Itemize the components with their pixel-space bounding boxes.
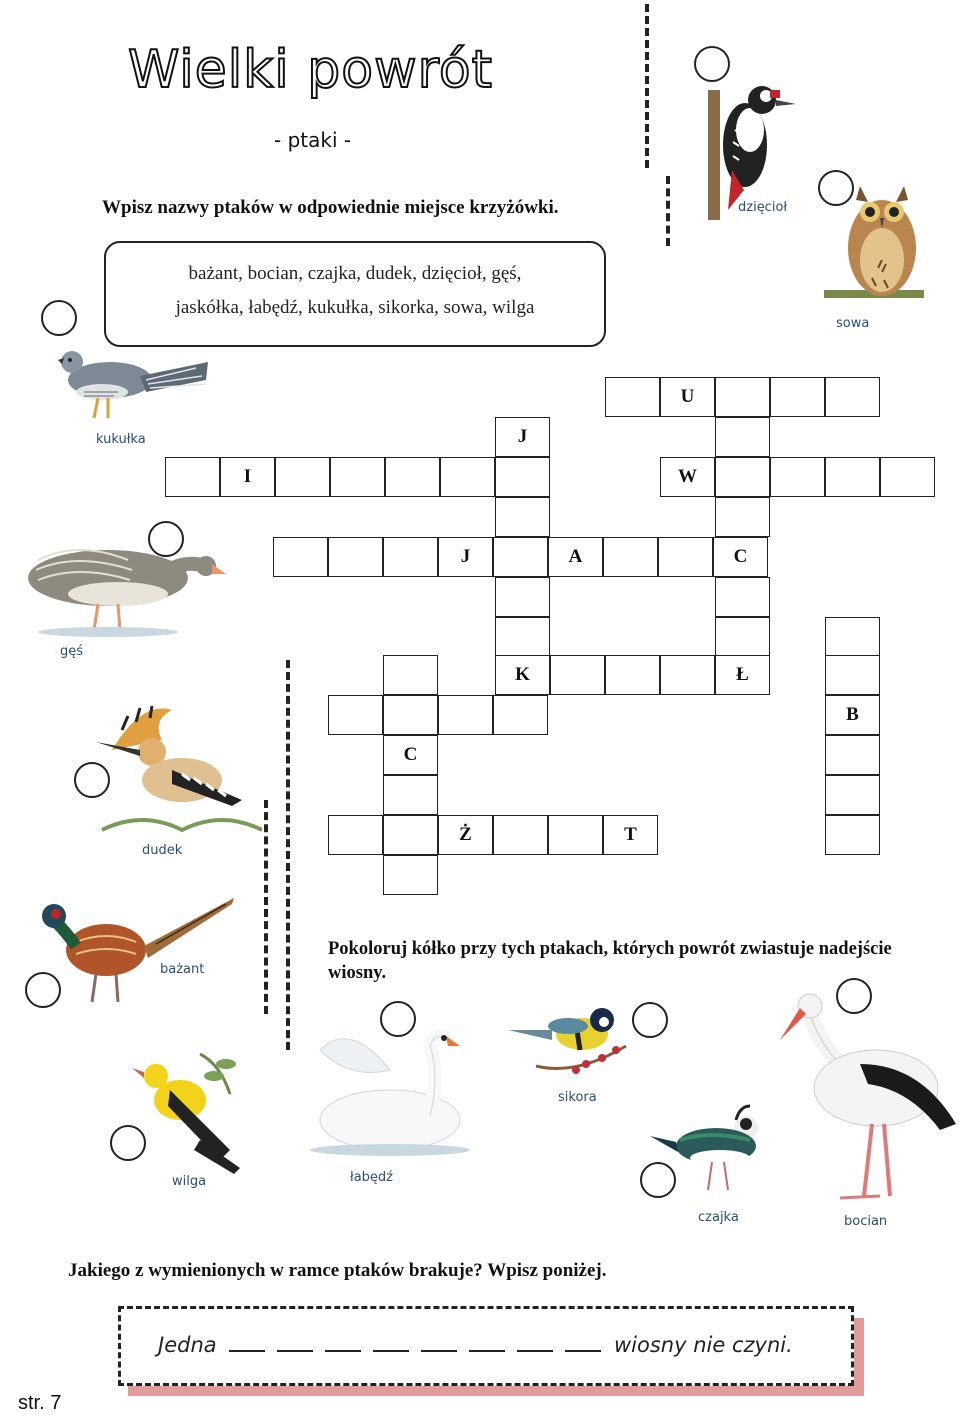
- crossword-cell[interactable]: [328, 695, 383, 735]
- crossword-cell[interactable]: [438, 695, 493, 735]
- crossword-cell[interactable]: [715, 577, 770, 617]
- crossword-cell[interactable]: [825, 457, 880, 497]
- coloring-instruction: Pokoloruj kółko przy tych ptakach, których powrót zwiastuje nadejście wiosny.: [328, 939, 892, 983]
- crossword-cell[interactable]: [330, 457, 385, 497]
- word-bank-line-2: jaskółka, łabędź, kukułka, sikorka, sowa, wilga: [175, 297, 535, 318]
- crossword-cell[interactable]: [385, 457, 440, 497]
- goose-image: [8, 530, 228, 640]
- bird-label-kukulka: kukułka: [96, 432, 146, 447]
- answer-blank[interactable]: [373, 1330, 409, 1352]
- crossword-cell[interactable]: [550, 655, 605, 695]
- crossword-cell[interactable]: J: [495, 417, 550, 457]
- woodpecker-image: [700, 70, 810, 220]
- color-circle-sikora[interactable]: [632, 1002, 668, 1038]
- crossword-cell[interactable]: C: [383, 735, 438, 775]
- answer-blank[interactable]: [565, 1330, 601, 1352]
- crossword-cell[interactable]: [493, 695, 548, 735]
- crossword-cell[interactable]: [603, 537, 658, 577]
- color-circle-kukulka[interactable]: [41, 300, 77, 336]
- crossword-cell[interactable]: I: [220, 457, 275, 497]
- hoopoe-image: [92, 700, 262, 840]
- answer-blank[interactable]: [277, 1330, 313, 1352]
- crossword-cell[interactable]: [658, 537, 713, 577]
- crossword-cell[interactable]: Ż: [438, 815, 493, 855]
- crossword-instruction: Wpisz nazwy ptaków w odpowiednie miejsce krzyżówki.: [102, 197, 559, 218]
- crossword-cell[interactable]: [495, 497, 550, 537]
- color-circle-dudek[interactable]: [74, 762, 110, 798]
- bird-label-wilga: wilga: [172, 1174, 207, 1189]
- color-circle-czajka[interactable]: [640, 1162, 676, 1198]
- crossword-cell[interactable]: [825, 775, 880, 815]
- bird-label-dudek: dudek: [142, 843, 183, 858]
- crossword-cell[interactable]: T: [603, 815, 658, 855]
- answer-prefix: Jedna: [158, 1333, 217, 1357]
- color-circle-sowa[interactable]: [818, 170, 854, 206]
- crossword-cell[interactable]: K: [495, 655, 550, 695]
- crossword-cell[interactable]: [825, 815, 880, 855]
- answer-blank[interactable]: [229, 1330, 265, 1352]
- answer-blank[interactable]: [421, 1330, 457, 1352]
- crossword-cell[interactable]: [273, 537, 328, 577]
- bird-label-dzieciol: dzięcioł: [738, 200, 788, 215]
- color-circle-labedz[interactable]: [380, 1001, 416, 1037]
- crossword-cell[interactable]: A: [548, 537, 603, 577]
- crossword-cell[interactable]: [383, 655, 438, 695]
- cuckoo-image: [50, 340, 210, 430]
- tit-image: [506, 1000, 636, 1090]
- crossword-cell[interactable]: [275, 457, 330, 497]
- color-circle-wilga[interactable]: [110, 1125, 146, 1161]
- crossword-cell[interactable]: [715, 497, 770, 537]
- crossword-cell[interactable]: J: [438, 537, 493, 577]
- bird-label-czajka: czajka: [698, 1210, 739, 1225]
- word-bank-line-1: bażant, bocian, czajka, dudek, dzięcioł, gęś,: [188, 263, 522, 284]
- crossword-cell[interactable]: [880, 457, 935, 497]
- crossword-cell[interactable]: [165, 457, 220, 497]
- crossword-cell[interactable]: [383, 815, 438, 855]
- crossword-cell[interactable]: [440, 457, 495, 497]
- crossword-cell[interactable]: [715, 377, 770, 417]
- oriole-image: [130, 1050, 260, 1180]
- crossword-cell[interactable]: [383, 695, 438, 735]
- crossword-cell[interactable]: [825, 735, 880, 775]
- crossword-cell[interactable]: [493, 537, 548, 577]
- answer-blank[interactable]: [469, 1330, 505, 1352]
- crossword-cell[interactable]: [328, 815, 383, 855]
- crossword-cell[interactable]: [605, 377, 660, 417]
- crossword-cell[interactable]: [825, 655, 880, 695]
- crossword-cell[interactable]: [715, 457, 770, 497]
- crossword-cell[interactable]: [383, 537, 438, 577]
- crossword-cell[interactable]: [495, 617, 550, 657]
- bird-label-ges: gęś: [60, 644, 84, 659]
- cut-line-top-2: [666, 176, 670, 246]
- crossword-cell[interactable]: [715, 417, 770, 457]
- crossword-cell[interactable]: [495, 457, 550, 497]
- crossword-cell[interactable]: [328, 537, 383, 577]
- crossword-cell[interactable]: [825, 617, 880, 657]
- crossword-cell[interactable]: [383, 855, 438, 895]
- crossword-cell[interactable]: W: [660, 457, 715, 497]
- bird-label-sikora: sikora: [558, 1090, 597, 1105]
- pheasant-image: [36, 892, 236, 1012]
- page-title: Wielki powrót: [128, 40, 494, 100]
- bird-label-labedz: łabędź: [350, 1170, 393, 1185]
- word-bank-box: [104, 241, 606, 347]
- bird-label-bocian: bocian: [844, 1214, 888, 1229]
- crossword-cell[interactable]: [770, 457, 825, 497]
- crossword-cell[interactable]: [770, 377, 825, 417]
- bird-label-bazant: bażant: [160, 962, 205, 977]
- crossword-cell[interactable]: C: [713, 537, 768, 577]
- answer-blank[interactable]: [517, 1330, 553, 1352]
- answer-blank[interactable]: [325, 1330, 361, 1352]
- answer-sentence: [158, 1330, 793, 1357]
- page-subtitle: - ptaki -: [274, 128, 352, 152]
- color-circle-bazant[interactable]: [25, 972, 61, 1008]
- stork-image: [780, 984, 960, 1210]
- crossword-cell[interactable]: Ł: [715, 655, 770, 695]
- crossword-cell[interactable]: U: [660, 377, 715, 417]
- crossword-cell[interactable]: [715, 617, 770, 657]
- answer-suffix: wiosny nie czyni.: [614, 1333, 793, 1357]
- crossword-cell[interactable]: [605, 655, 660, 695]
- bird-label-sowa: sowa: [836, 316, 870, 331]
- missing-bird-question: Jakiego z wymienionych w ramce ptaków brakuje? Wpisz poniżej.: [68, 1260, 607, 1281]
- crossword-cell[interactable]: B: [825, 695, 880, 735]
- cut-line-top: [645, 4, 649, 168]
- crossword-cell[interactable]: [495, 577, 550, 617]
- color-circle-ges[interactable]: [148, 521, 184, 557]
- cut-line-left-2: [264, 800, 268, 1014]
- crossword-cell[interactable]: [825, 377, 880, 417]
- crossword-cell[interactable]: [660, 655, 715, 695]
- page-number: str. 7: [18, 1392, 62, 1414]
- cut-line-left: [286, 660, 290, 1050]
- crossword-cell[interactable]: [548, 815, 603, 855]
- crossword-cell[interactable]: [383, 775, 438, 815]
- color-circle-dzieciol[interactable]: [694, 46, 730, 82]
- crossword-cell[interactable]: [493, 815, 548, 855]
- swan-image: [300, 1020, 480, 1170]
